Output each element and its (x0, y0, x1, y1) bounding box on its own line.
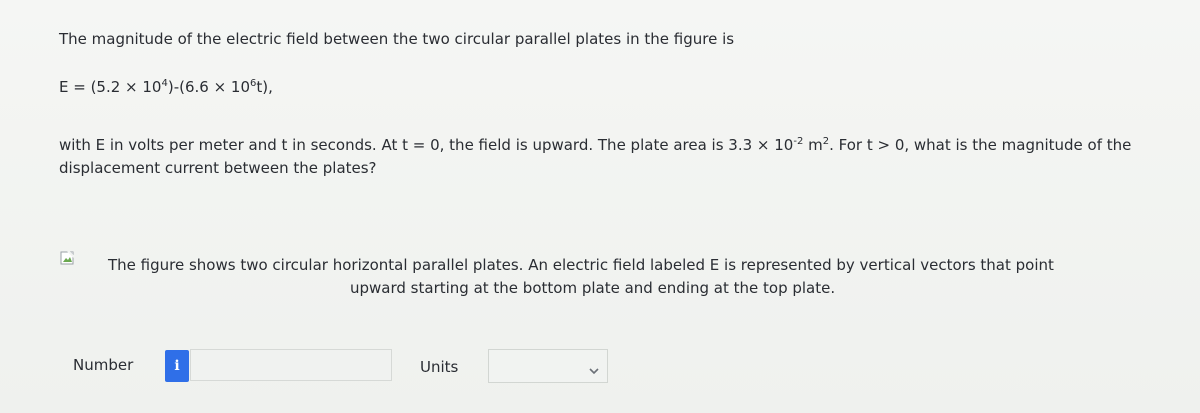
body-part-1: with E in volts per meter and t in seconds. At t = 0, the field is upward. The plate area is 3.3 × 10 (59, 136, 794, 154)
units-dropdown[interactable] (488, 349, 608, 383)
chevron-down-icon (589, 361, 599, 371)
equation-middle: )-(6.6 × 10 (167, 78, 251, 96)
question-body (59, 134, 1179, 180)
broken-image-icon (60, 250, 76, 266)
question-intro: The magnitude of the electric field between the two circular parallel plates in the figure is (59, 30, 735, 48)
number-input[interactable] (190, 349, 392, 381)
equation-prefix: E = (5.2 × 10 (59, 78, 162, 96)
body-exponent-1: -2 (793, 136, 804, 147)
figure-alt-text (108, 254, 1148, 300)
units-label: Units (420, 358, 459, 376)
body-part-2: m (803, 136, 823, 154)
body-exponent-2: 2 (822, 136, 830, 147)
figure-caption-line-2: upward starting at the bottom plate and ending at the top plate. (350, 279, 836, 297)
equation-exponent-2: 6 (250, 78, 257, 89)
info-button[interactable]: i (165, 350, 189, 382)
figure-caption-line-1: The figure shows two circular horizontal parallel plates. An electric field labeled E is represented by vertical vectors that point (108, 256, 1054, 274)
body-part-3: . For t > 0, what is the magnitude of the displacement current between the plates? (59, 136, 1132, 177)
field-equation (59, 78, 273, 96)
number-label: Number (73, 356, 134, 374)
equation-exponent-1: 4 (161, 78, 168, 89)
equation-suffix: t), (256, 78, 273, 96)
